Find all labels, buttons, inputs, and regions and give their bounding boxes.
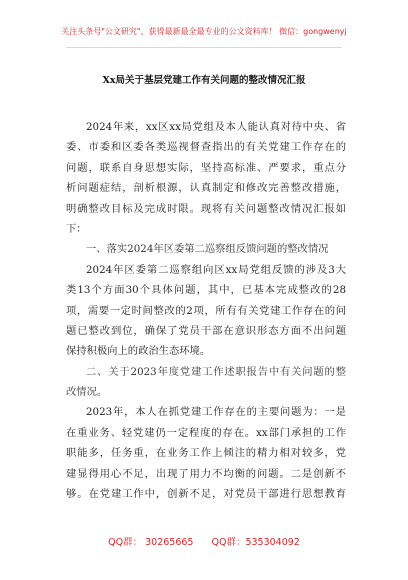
body-line: 类13个方面30个具体问题，其中，已基本完成整改的28 <box>66 284 346 297</box>
section-heading: 二、关于2023年度党建工作述职报告中有关问题的整 <box>86 365 346 378</box>
body-line: 项，需要一定时间整改的2项，所有有关党建工作存在的问 <box>66 304 346 317</box>
body-line: 2024年来，xx区xx局党组及本人能认真对待中央、省 <box>86 121 346 133</box>
body-line: 够。在党建工作中，创新不足，对党员干部进行思想教育 <box>66 488 346 501</box>
section-heading: 一、落实2024年区委第二巡察组反馈问题的整改情况 <box>86 243 329 256</box>
header-banner: 关注头条号"公文研究"，获得最新最全最专业的公文资料库！ 微信：gongwenyj <box>61 27 347 36</box>
document-title: Xx局关于基层党建工作有关问题的整改情况汇报 <box>102 75 306 86</box>
body-line: 2023年，本人在抓党建工作存在的主要问题为：一是 <box>86 406 346 419</box>
footer-contact <box>0 534 408 548</box>
body-line: 2024年区委第二巡察组向区xx局党组反馈的涉及3大 <box>86 263 346 276</box>
body-line: 保持积极向上的政治生态环境。 <box>66 345 211 358</box>
footer-qq-group-2: QQ群：535304092 <box>211 537 300 548</box>
body-line: 问题，联系自身思想实际，坚持高标准、严要求，重点分 <box>66 161 346 174</box>
body-line: 委、市委和区委各类巡视督查指出的有关党建工作存在的 <box>66 141 346 154</box>
body-line: 明确整改目标及完成时限。现将有关问题整改情况汇报如 <box>66 202 346 215</box>
section-heading: 改情况。 <box>66 386 108 399</box>
body-line: 题已整改到位，确保了党员干部在意识形态方面不出问题 <box>66 324 346 337</box>
document-body <box>66 117 346 504</box>
body-line: 析问题症结，剖析根源，认真制定和修改完善整改措施， <box>66 182 346 195</box>
body-line: 在重业务、轻党建仍一定程度的存在。xx部门承担的工作 <box>66 426 346 439</box>
footer-qq-group-1: QQ群： 30265665 <box>108 537 194 548</box>
header-divider <box>66 47 342 48</box>
body-line: 下： <box>66 222 87 235</box>
body-line: 职能多，任务重，在业务工作上倾注的精力相对较多，党 <box>66 447 346 460</box>
body-line: 建显得用心不足，出现了用力不均衡的问题。二是创新不 <box>66 467 346 480</box>
